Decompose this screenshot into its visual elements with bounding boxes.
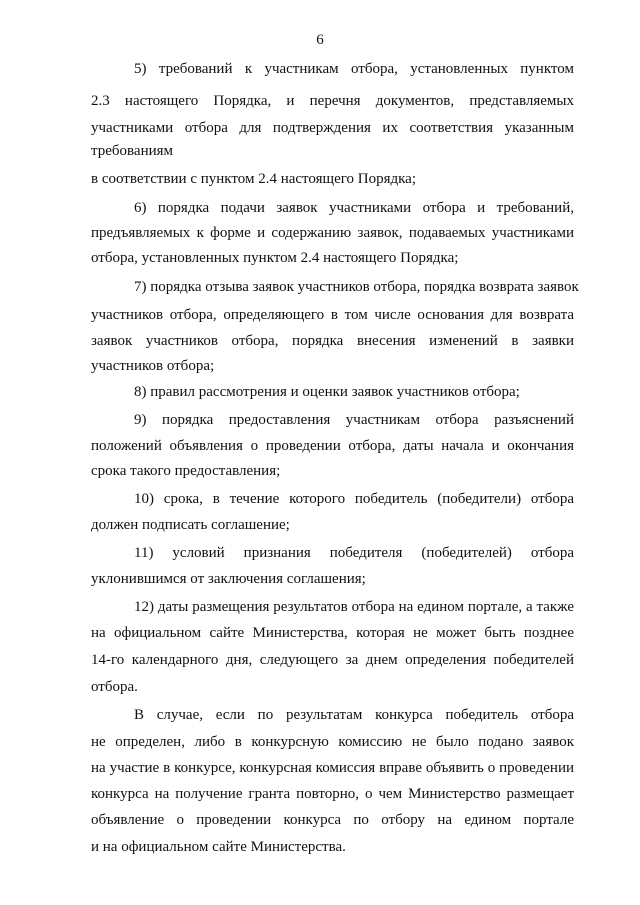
text-line: и на официальном сайте Министерства.: [91, 839, 346, 855]
text-line: на официальном сайте Министерства, которая не может быть позднее: [91, 625, 574, 641]
text-line: 12) даты размещения результатов отбора на едином портале, а также: [134, 599, 574, 615]
text-line: 6) порядка подачи заявок участниками отбора и требований,: [134, 200, 574, 216]
text-line: конкурса на получение гранта повторно, о чем Министерство размещает: [91, 786, 574, 802]
text-line: должен подписать соглашение;: [91, 517, 290, 533]
text-line: 9) порядка предоставления участникам отбора разъяснений: [134, 412, 574, 428]
text-line: 5) требований к участникам отбора, установленных пунктом: [134, 61, 574, 77]
text-line: участниками отбора для подтверждения их соответствия указанным: [91, 120, 574, 136]
text-line: 11) условий признания победителя (победителей) отбора: [134, 545, 574, 561]
text-line: 7) порядка отзыва заявок участников отбора, порядка возврата заявок: [134, 279, 579, 295]
text-line: 2.3 настоящего Порядка, и перечня документов, представляемых: [91, 93, 574, 109]
text-line: 10) срока, в течение которого победитель (победители) отбора: [134, 491, 574, 507]
text-line: в соответствии с пунктом 2.4 настоящего Порядка;: [91, 171, 417, 187]
text-line: отбора, установленных пунктом 2.4 настоящего Порядка;: [91, 250, 459, 266]
text-line: требованиям: [91, 143, 174, 159]
text-line: уклонившимся от заключения соглашения;: [91, 571, 366, 587]
text-line: предъявляемых к форме и содержанию заявок, подаваемых участниками: [91, 225, 574, 241]
text-line: срока такого предоставления;: [91, 463, 281, 479]
text-line: участников отбора, определяющего в том числе основания для возврата: [91, 307, 574, 323]
text-line: 8) правил рассмотрения и оценки заявок участников отбора;: [134, 384, 520, 400]
text-line: заявок участников отбора, порядка внесения изменений в заявки: [91, 333, 574, 349]
text-line: участников отбора;: [91, 358, 215, 374]
text-line: отбора.: [91, 679, 138, 695]
text-line: на участие в конкурсе, конкурсная комиссия вправе объявить о проведении: [91, 760, 574, 776]
text-line: В случае, если по результатам конкурса победитель отбора: [134, 707, 574, 723]
page-number: 6: [316, 32, 324, 48]
text-line: положений объявления о проведении отбора, даты начала и окончания: [91, 438, 574, 454]
text-line: не определен, либо в конкурсную комиссию не было подано заявок: [91, 734, 574, 750]
text-line: объявление о проведении конкурса по отбору на едином портале: [91, 812, 574, 828]
text-line: 14-го календарного дня, следующего за днем определения победителей: [91, 652, 574, 668]
